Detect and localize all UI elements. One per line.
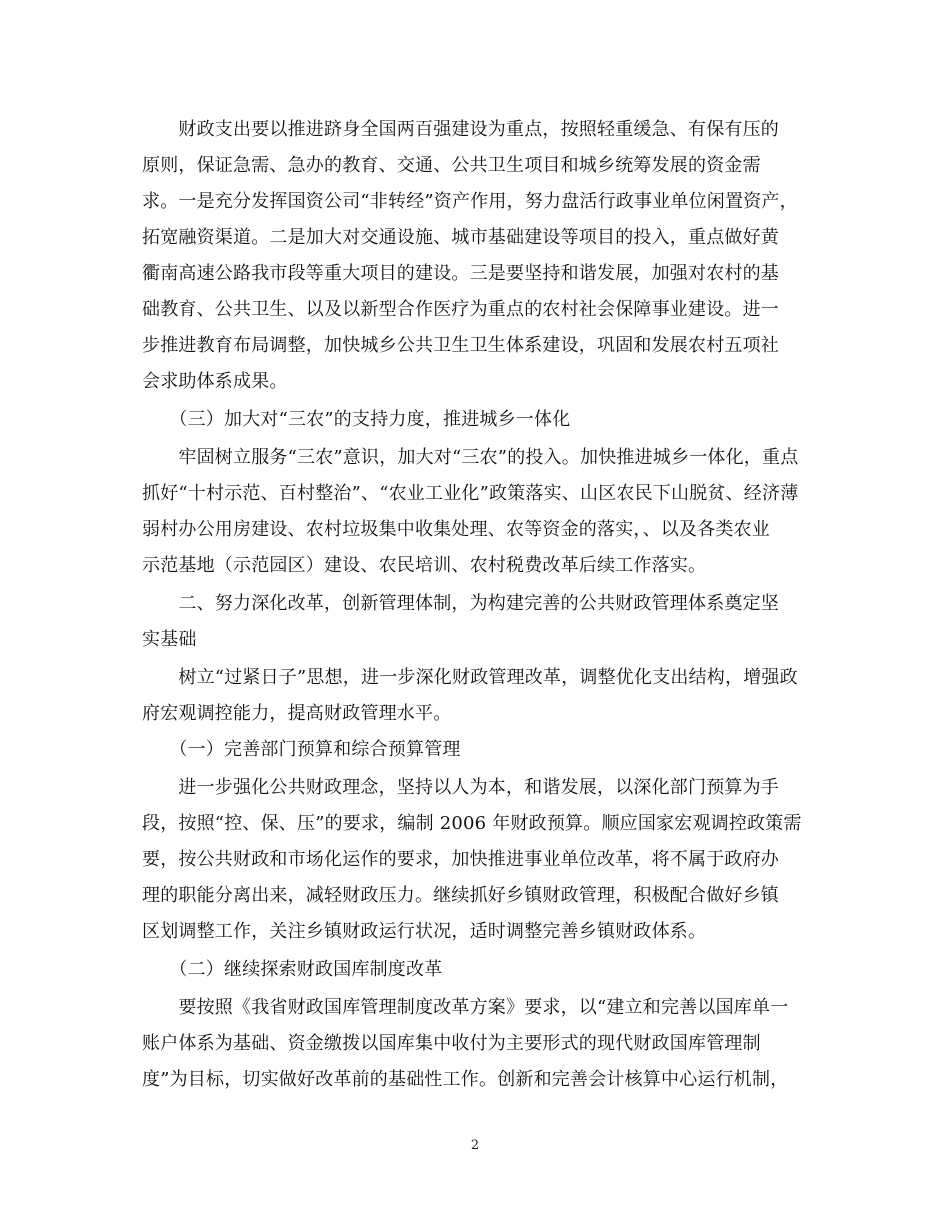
- section-heading: 二、努力深化改革，创新管理体制，为构建完善的公共财政管理体系奠定坚: [142, 593, 779, 614]
- text-line: 度”为目标，切实做好改革前的基础性工作。创新和完善会计核算中心运行机制，: [142, 1069, 789, 1090]
- text-line: 账户体系为基础、资金缴拨以国库集中收付为主要形式的现代财政国库管理制: [142, 1033, 761, 1054]
- text-line: 原则，保证急需、急办的教育、交通、公共卫生项目和城乡统筹发展的资金需: [142, 155, 761, 176]
- text-line: 理的职能分离出来，减轻财政压力。继续抓好乡镇财政管理，积极配合做好乡镇: [142, 885, 779, 906]
- text-line: 树立“过紧日子”思想，进一步深化财政管理改革，调整优化支出结构，增强政: [142, 667, 798, 688]
- text-line: 要，按公共财政和市场化运作的要求，加快推进事业单位改革，将不属于政府办: [142, 849, 779, 870]
- section-heading: 实基础: [142, 629, 197, 650]
- text-line: 步推进教育布局调整，加快城乡公共卫生卫生体系建设，巩固和发展农村五项社: [142, 335, 779, 356]
- text-line: 会求助体系成果。: [142, 371, 288, 392]
- text-line: 财政支出要以推进跻身全国两百强建设为重点，按照轻重缓急、有保有压的: [142, 119, 779, 140]
- text-line: 进一步强化公共财政理念，坚持以人为本，和谐发展，以深化部门预算为手: [142, 777, 779, 798]
- section-heading: （三）加大对“三农”的支持力度，推进城乡一体化: [142, 409, 571, 430]
- section-heading: （二）继续探索财政国库制度改革: [142, 959, 443, 980]
- text-line: 区划调整工作，关注乡镇财政运行状况，适时调整完善乡镇财政体系。: [142, 921, 707, 942]
- section-heading: （一）完善部门预算和综合预算管理: [142, 739, 461, 760]
- page-number: 2: [470, 1138, 480, 1153]
- text-line: 示范基地（示范园区）建设、农民培训、农村税费改革后续工作落实。: [142, 555, 707, 576]
- text-line: 弱村办公用房建设、农村垃圾集中收集处理、农等资金的落实，、以及各类农业: [142, 519, 770, 540]
- text-line: 要按照《我省财政国库管理制度改革方案》要求，以“建立和完善以国库单一: [142, 997, 789, 1018]
- text-line: 衢南高速公路我市段等重大项目的建设。三是要坚持和谐发展，加强对农村的基: [142, 263, 779, 284]
- text-line: 段，按照“控、保、压”的要求，编制 2006 年财政预算。顺应国家宏观调控政策需: [142, 813, 802, 834]
- text-line: 牢固树立服务“三农”意识，加大对“三农”的投入。加快推进城乡一体化，重点: [142, 447, 799, 468]
- text-line: 求。一是充分发挥国资公司“非转经”资产作用，努力盘活行政事业单位闲置资产，: [142, 191, 798, 212]
- text-line: 府宏观调控能力，提高财政管理水平。: [142, 703, 452, 724]
- text-line: 础教育、公共卫生、以及以新型合作医疗为重点的农村社会保障事业建设。进一: [142, 299, 779, 320]
- text-line: 抓好“十村示范、百村整治”、“农业工业化”政策落实、山区农民下山脱贫、经济薄: [142, 483, 799, 504]
- text-line: 拓宽融资渠道。二是加大对交通设施、城市基础建设等项目的投入，重点做好黄: [142, 227, 779, 248]
